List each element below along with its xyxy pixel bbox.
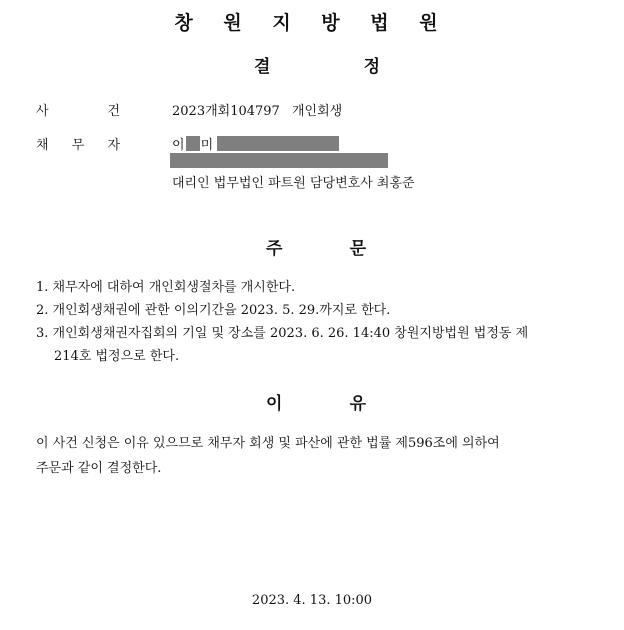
document-type-heading bbox=[254, 52, 380, 77]
debtor-name-first: 이 bbox=[172, 138, 185, 153]
case-type: 개인회생 bbox=[292, 104, 343, 119]
order-item-1: 1. 채무자에 대하여 개인회생절차를 개시한다. bbox=[36, 280, 296, 295]
debtor-name-mid: 미 bbox=[200, 138, 214, 153]
reason-line-1 bbox=[36, 432, 602, 451]
court-name: 창 원 지 방 법 원 bbox=[174, 12, 450, 34]
debtor-name bbox=[172, 134, 339, 153]
debtor-label bbox=[36, 134, 120, 153]
reason-line-1-text: 이 사건 신청은 이유 있으므로 채무자 회생 및 파산에 관한 법률 제596조에 의하여 bbox=[36, 436, 500, 451]
reason-heading-char-1: 이 bbox=[266, 394, 283, 414]
reason-heading bbox=[266, 389, 366, 414]
redaction-block-address bbox=[170, 153, 388, 168]
debtor-label-char-1: 채 bbox=[36, 138, 49, 153]
case-label-char-2: 건 bbox=[107, 104, 120, 119]
debtor-agent: 대리인 법무법인 파트원 담당변호사 최홍준 bbox=[172, 176, 415, 191]
reason-heading-char-2: 유 bbox=[349, 394, 366, 414]
decision-datetime: 2023. 4. 13. 10:00 bbox=[251, 593, 373, 608]
redaction-block bbox=[186, 136, 200, 151]
order-item-2: 2. 개인회생채권에 관한 이의기간을 2023. 5. 29.까지로 한다. bbox=[36, 303, 391, 318]
order-heading-char-2: 문 bbox=[349, 239, 366, 259]
reason-line-2: 주문과 같이 결정한다. bbox=[36, 461, 162, 476]
document-type-char-1: 결 bbox=[254, 57, 271, 77]
order-heading-char-1: 주 bbox=[266, 239, 283, 259]
redaction-block bbox=[217, 136, 339, 151]
case-label bbox=[36, 100, 120, 119]
debtor-label-char-2: 무 bbox=[71, 138, 85, 153]
debtor-label-char-3: 자 bbox=[107, 138, 120, 153]
document-type-char-2: 정 bbox=[363, 57, 380, 77]
order-item-3 bbox=[36, 322, 602, 345]
order-heading bbox=[266, 234, 366, 259]
order-item-3-continued: 214호 법정으로 한다. bbox=[54, 349, 180, 364]
case-label-char-1: 사 bbox=[36, 104, 49, 119]
case-number: 2023개회104797 bbox=[172, 104, 280, 119]
order-item-3-text: 3. 개인회생채권자집회의 기일 및 장소를 2023. 6. 26. 14:40 창원지방법원 법정동 제 bbox=[36, 326, 529, 341]
